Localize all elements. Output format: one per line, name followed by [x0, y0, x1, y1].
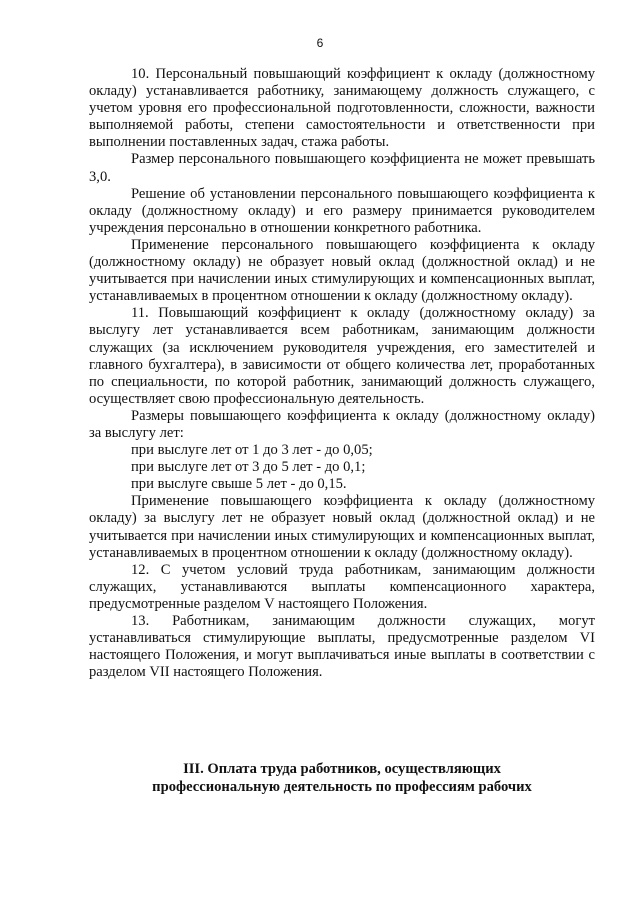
paragraph-13: 13. Работникам, занимающим должности служащих, могут устанавливаться стимулирующие выплаты, предусмотренные разделом VI настоящего Положения, и могут выплачиваться иные выплаты в соответствии с разделом VII настоящего Положения. [89, 613, 595, 681]
paragraph-12: 12. С учетом условий труда работникам, занимающим должности служащих, устанавливаются выплаты компенсационного характера, предусмотренные разделом V настоящего Положения. [89, 561, 595, 612]
paragraph-decision: Решение об установлении персонального повышающего коэффициента к окладу (должностному окладу) и его размеру принимается руководителем учреждения персонально в отношении конкретного работника. [89, 185, 595, 236]
document-body [89, 66, 595, 681]
section-heading-line-1: III. Оплата труда работников, осуществляющих [183, 761, 501, 777]
paragraph-10: 10. Персональный повышающий коэффициент к окладу (должностному окладу) устанавливается работнику, занимающему должность служащего, с учетом уровня его профессиональной подготовленности, сложности, важности выполняемой работы, степени самостоятельности и ответственности при выполнении поставленных задач, стажа работы. [89, 66, 595, 151]
paragraph-seniority-sizes: Размеры повышающего коэффициента к окладу (должностному окладу) за выслугу лет: [89, 407, 595, 441]
page-number: 6 [316, 36, 324, 50]
list-item-seniority-3-5: при выслуге лет от 3 до 5 лет - до 0,1; [131, 459, 366, 476]
section-heading [89, 760, 595, 796]
paragraph-application-seniority: Применение повышающего коэффициента к окладу (должностному окладу) за выслугу лет не образует новый оклад (должностной оклад) и не учитывается при начислении иных стимулирующих и компенсационных выплат, устанавливаемых в процентном отношении к окладу (должностному окладу). [89, 493, 595, 561]
list-item-seniority-over-5: при выслуге свыше 5 лет - до 0,15. [131, 476, 347, 493]
section-heading-line-2: профессиональную деятельность по профессиям рабочих [152, 779, 532, 795]
list-item-seniority-1-3: при выслуге лет от 1 до 3 лет - до 0,05; [131, 442, 373, 459]
paragraph-11: 11. Повышающий коэффициент к окладу (должностному окладу) за выслугу лет устанавливается всем работникам, занимающим должности служащих (за исключением руководителя учреждения, его заместителей и главного бухгалтера), в зависимости от общего количества лет, проработанных по специальности, по которой работник, занимающий должность служащего, осуществляет свою профессиональную деятельность. [89, 305, 595, 407]
paragraph-coefficient-limit: Размер персонального повышающего коэффициента не может превышать 3,0. [89, 151, 595, 185]
paragraph-application-personal: Применение персонального повышающего коэффициента к окладу (должностному окладу) не образует новый оклад (должностной оклад) и не учитывается при начислении иных стимулирующих и компенсационных выплат, устанавливаемых в процентном отношении к окладу (должностному окладу). [89, 236, 595, 305]
